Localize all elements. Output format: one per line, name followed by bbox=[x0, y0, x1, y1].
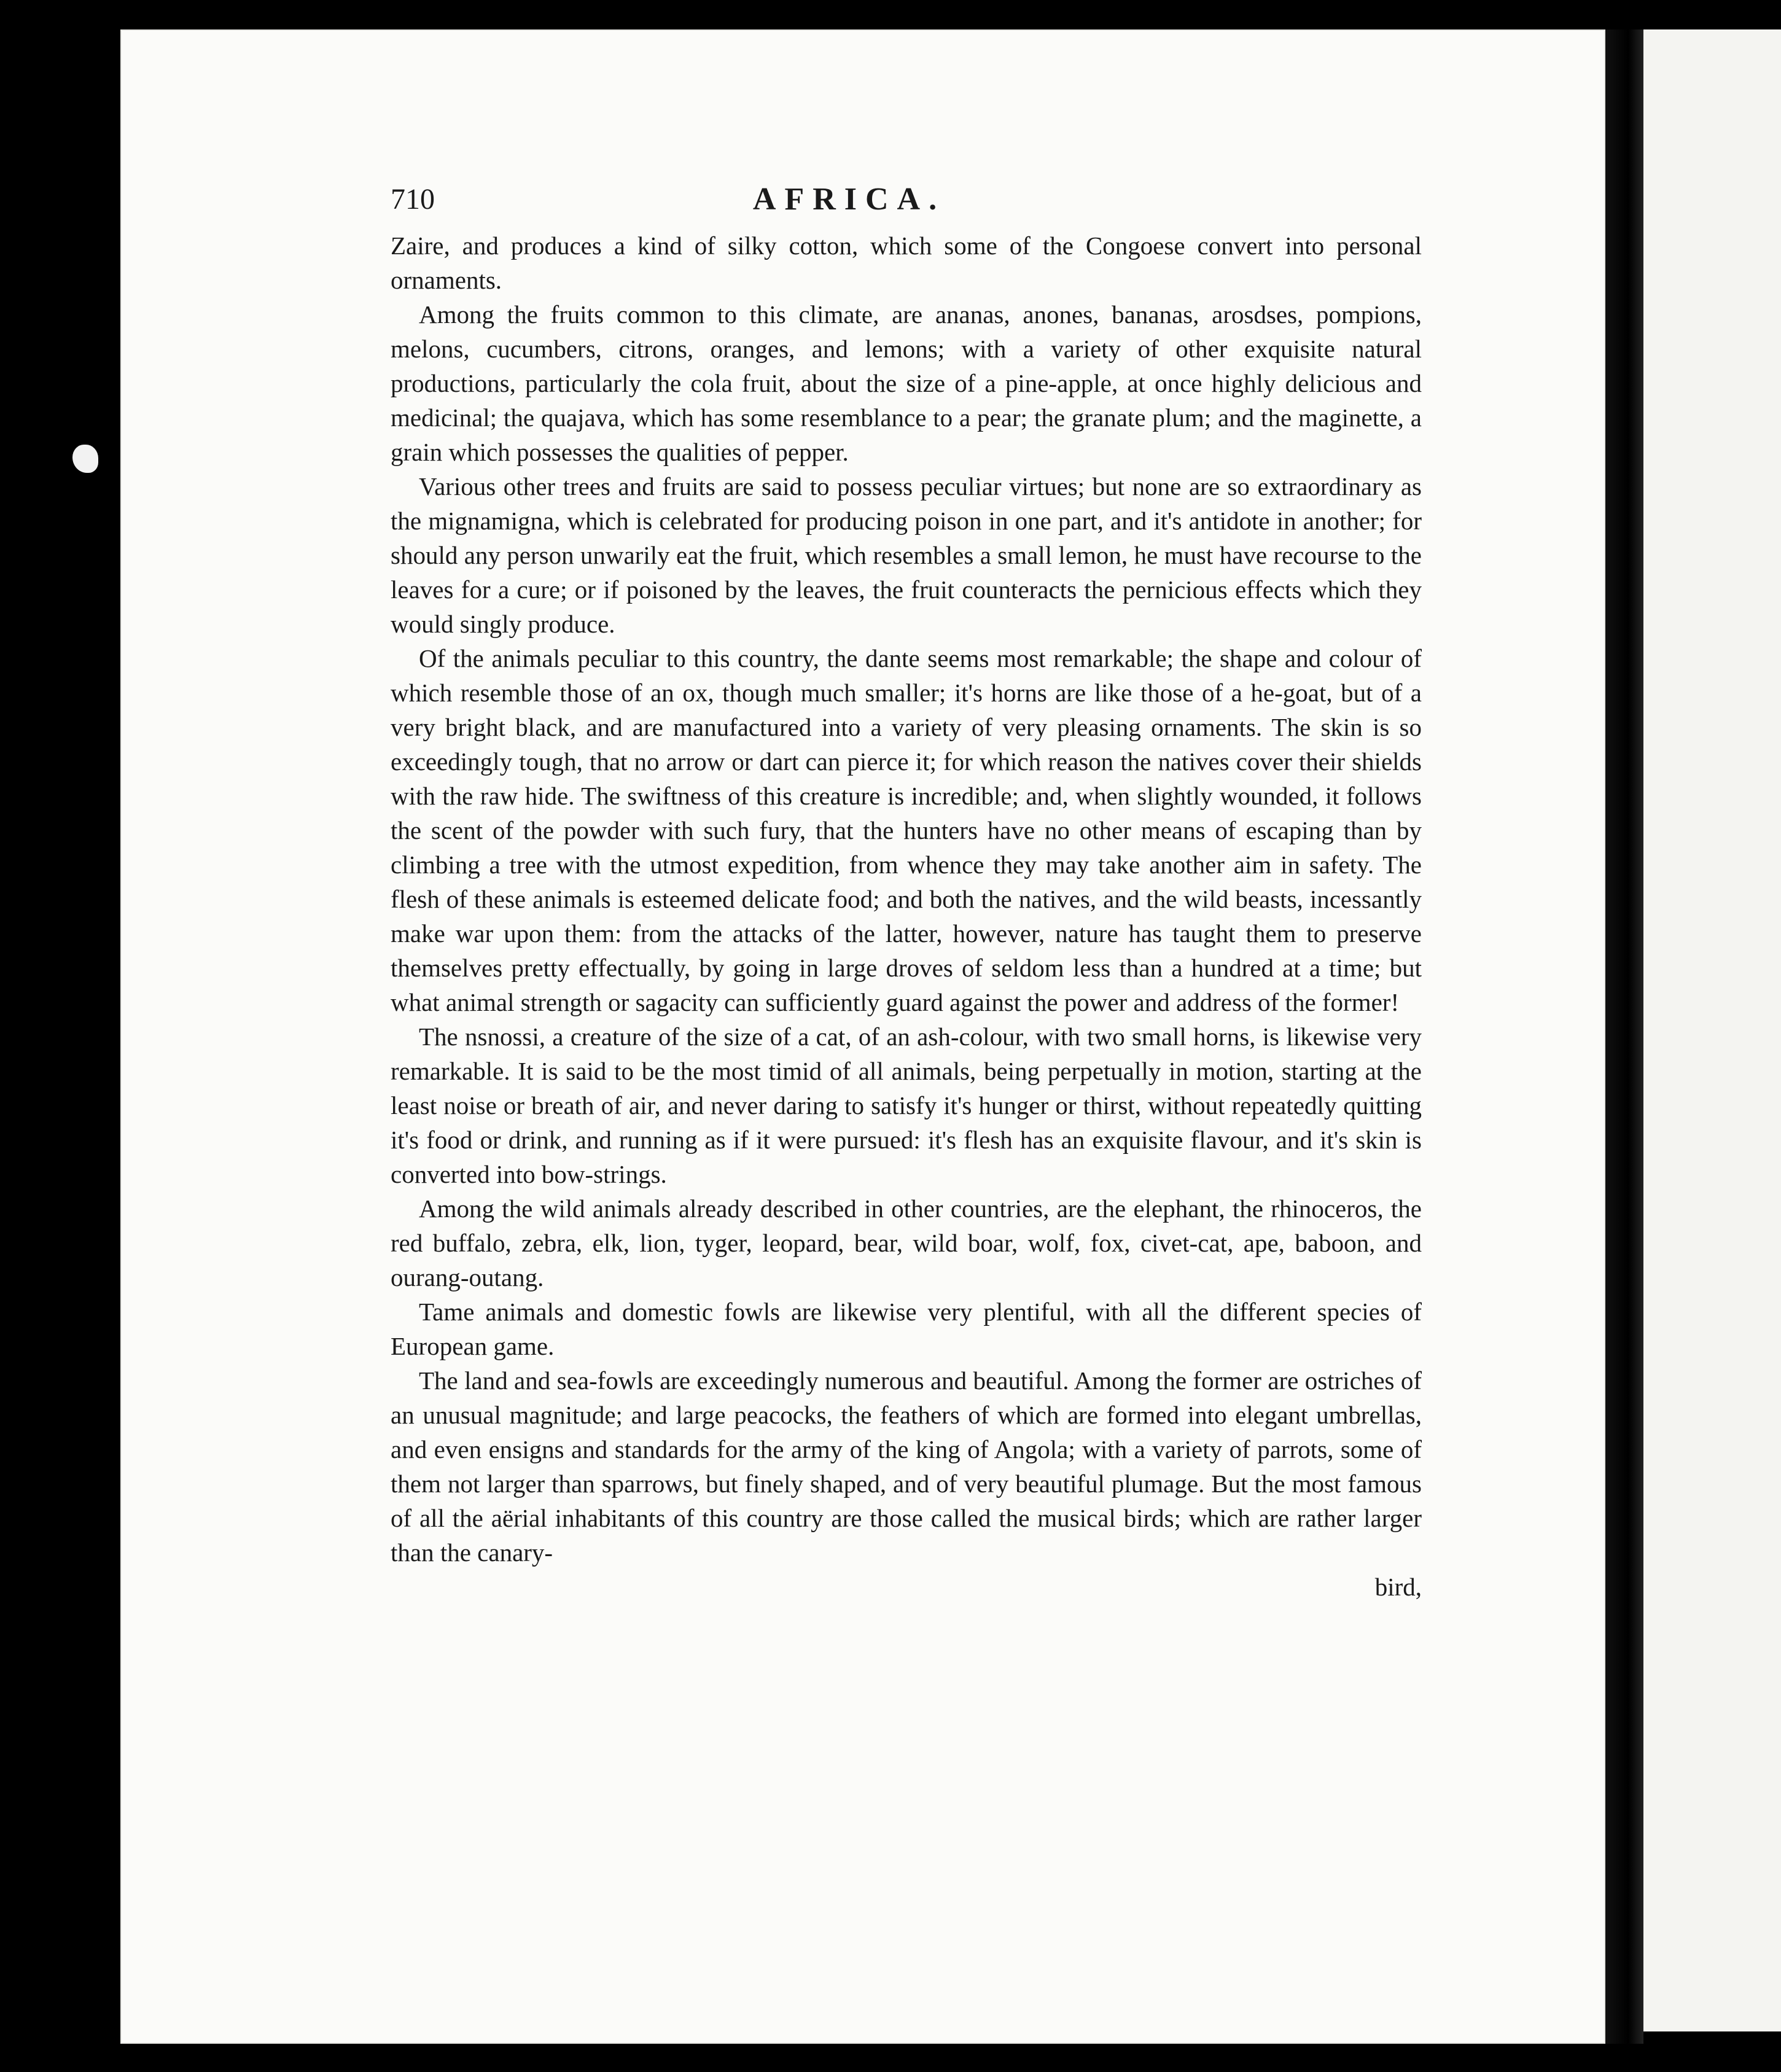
catchword: bird, bbox=[1374, 1573, 1422, 1601]
paragraph: Zaire, and produces a kind of silky cotton, which some of the Congoese convert into personal ornaments. bbox=[391, 232, 1422, 294]
running-head-title: AFRICA. bbox=[752, 182, 946, 217]
paragraph: Of the animals peculiar to this country, the dante seems most remarkable; the shape and colour of which resemble those of an ox, though much smaller; it's horns are like those of a he-goat, but of a very bright black, and are manufactured into a variety of very pleasing ornaments. The skin is so exceedingly tough, that no arrow or dart can pierce it; for which reason the natives cover their shields with the raw hide. The swiftness of this creature is incredible; and, when slightly wounded, it follows the scent of the powder with such fury, that the hunters have no other means of escaping than by climbing a tree with the utmost expedition, from whence they may take another aim in safety. The flesh of these animals is esteemed delicate food; and both the natives, and the wild beasts, incessantly make war upon them: from the attacks of the latter, however, nature has taught them to preserve themselves pretty effectually, by going in large droves of seldom less than a hundred at a time; but what animal strength or sagacity can sufficiently guard against the power and address of the former! bbox=[391, 644, 1422, 1016]
page-gutter bbox=[1605, 29, 1643, 2044]
page-number: 710 bbox=[391, 183, 435, 216]
paragraph: The land and sea-fowls are exceedingly numerous and beautiful. Among the former are ostriches of an unusual magnitude; and large peacocks, the feathers of which are formed into elegant umbrellas, and even ensigns and standards for the army of the king of Angola; with a variety of parrots, some of them not larger than sparrows, but finely shaped, and of very beautiful plumage. But the most famous of all the aërial inhabitants of this country are those called the musical birds; which are rather larger than the canary- bbox=[391, 1366, 1422, 1567]
text-block bbox=[276, 178, 1422, 1604]
paragraph: Tame animals and domestic fowls are likewise very plentiful, with all the different species of European game. bbox=[391, 1298, 1422, 1360]
paragraph: Among the wild animals already described in other countries, are the elephant, the rhinoceros, the red buffalo, zebra, elk, lion, tyger, leopard, bear, wild boar, wolf, fox, civet-cat, ape, baboon, and ourang-outang. bbox=[391, 1194, 1422, 1291]
running-head bbox=[276, 178, 1422, 221]
margin-speck bbox=[72, 445, 98, 473]
paragraph: Among the fruits common to this climate, are ananas, anones, bananas, arosdses, pompions, melons, cucumbers, citrons, oranges, and lemons; with a variety of other exquisite natural productions, particularly the cola fruit, about the size of a pine-apple, at once highly delicious and medicinal; the quajava, which has some resemblance to a pear; the granate plum; and the maginette, a grain which possesses the qualities of pepper. bbox=[391, 300, 1422, 466]
paragraph: The nsnossi, a creature of the size of a cat, of an ash-colour, with two small horns, is likewise very remarkable. It is said to be the most timid of all animals, being perpetually in motion, starting at the least noise or breath of air, and never daring to satisfy it's hunger or thirst, without repeatedly quitting it's food or drink, and running as if it were pursued: it's flesh has an exquisite flavour, and it's skin is converted into bow-strings. bbox=[391, 1022, 1422, 1188]
paragraph: Various other trees and fruits are said to possess peculiar virtues; but none are so extraordinary as the mignamigna, which is celebrated for producing poison in one part, and it's antidote in another; for should any person unwarily eat the fruit, which resembles a small lemon, he must have recourse to the leaves for a cure; or if poisoned by the leaves, the fruit counteracts the pernicious effects which they would singly produce. bbox=[391, 472, 1422, 638]
body-text bbox=[276, 228, 1422, 1604]
facing-page-edge bbox=[1643, 29, 1781, 2031]
